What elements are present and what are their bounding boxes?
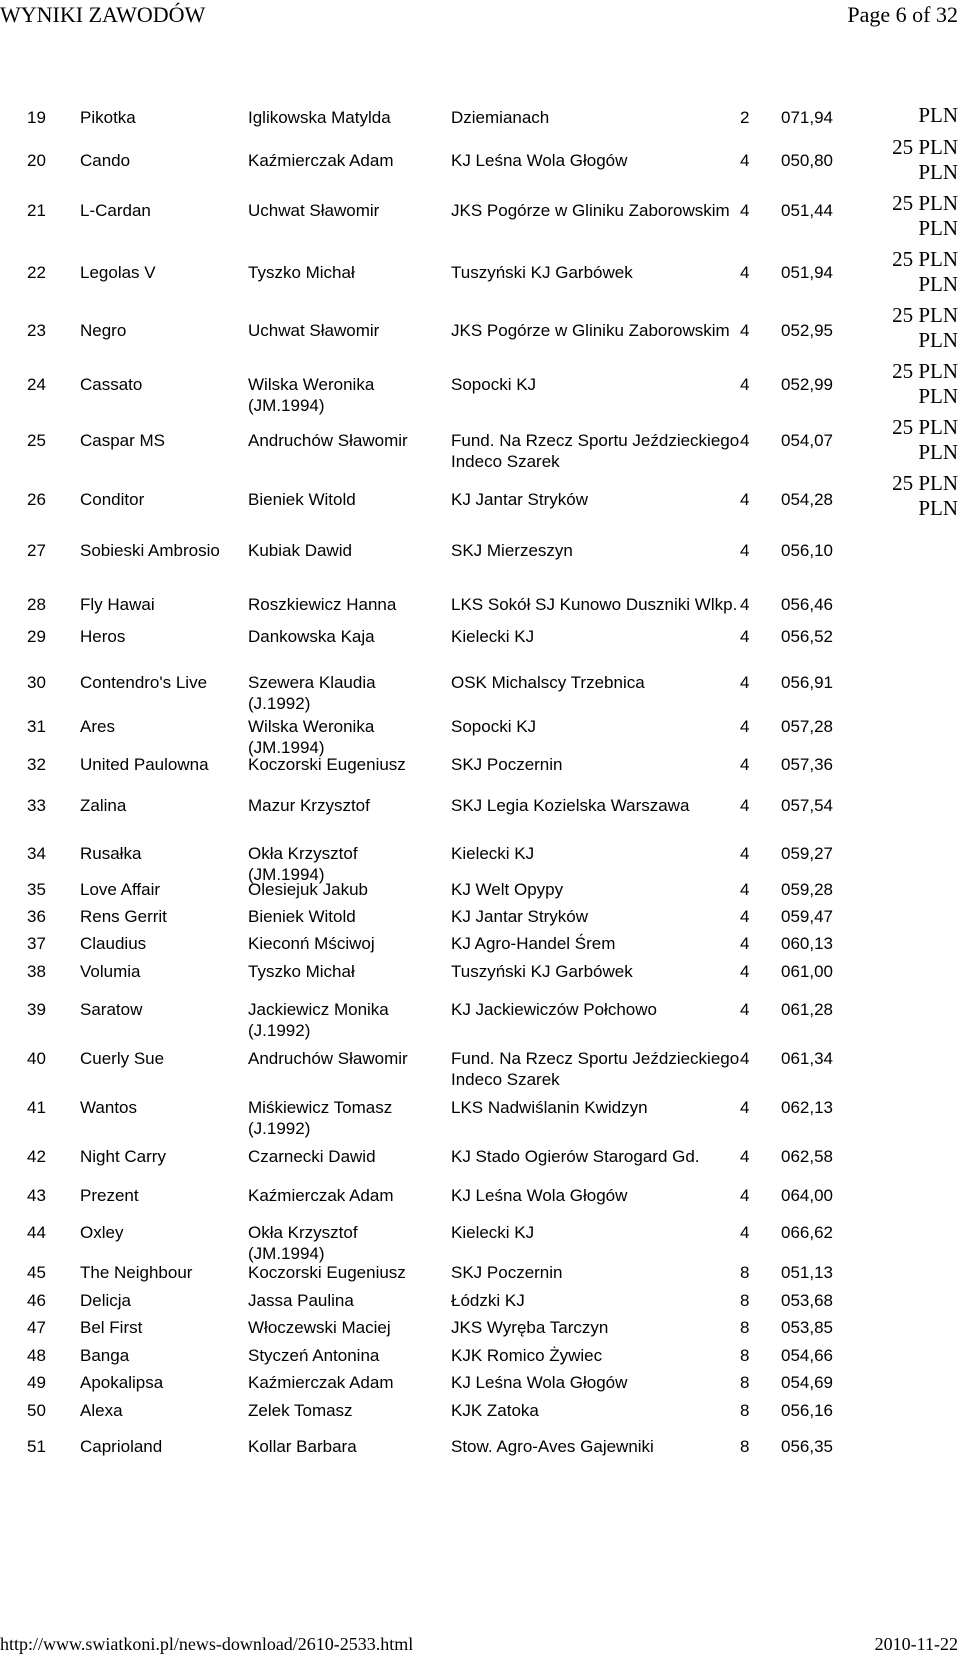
cell-rider: Andruchów Sławomir (248, 431, 408, 450)
cell-time: 057,54 (781, 796, 833, 815)
cell-rider: Jackiewicz Monika (J.1992) (248, 1000, 389, 1040)
cell-number: 32 (27, 755, 46, 774)
cell-time: 052,95 (781, 321, 833, 340)
prize-amount: 25 PLN (892, 415, 958, 439)
cell-rider: Okła Krzysztof (JM.1994) (248, 1223, 358, 1263)
cell-penalty: 8 (740, 1291, 750, 1310)
cell-rider: Dankowska Kaja (248, 627, 375, 646)
cell-club: Tuszyński KJ Garbówek (451, 962, 633, 981)
cell-horse: Caspar MS (80, 431, 166, 450)
cell-time: 052,99 (781, 375, 833, 394)
cell-horse: Bel First (80, 1318, 143, 1337)
cell-time: 061,34 (781, 1049, 833, 1068)
cell-penalty: 2 (740, 108, 750, 127)
cell-rider: Uchwat Sławomir (248, 321, 380, 340)
cell-time: 054,07 (781, 431, 833, 450)
prize-amount: PLN (918, 160, 958, 184)
cell-club: Tuszyński KJ Garbówek (451, 263, 633, 282)
cell-horse: Saratow (80, 1000, 143, 1019)
cell-time: 059,28 (781, 880, 833, 899)
cell-rider: Iglikowska Matylda (248, 108, 391, 127)
prize-amount: PLN (918, 272, 958, 296)
cell-number: 44 (27, 1223, 46, 1242)
cell-number: 27 (27, 541, 46, 560)
cell-penalty: 4 (740, 1000, 750, 1019)
cell-club: Fund. Na Rzecz Sportu Jeździeckiego Indeco Szarek (451, 431, 740, 471)
cell-number: 19 (27, 108, 46, 127)
prize-amount: 25 PLN (892, 471, 958, 495)
cell-club: Sopocki KJ (451, 375, 537, 394)
cell-club: KJ Welt Opypy (451, 880, 564, 899)
cell-time: 064,00 (781, 1186, 833, 1205)
cell-penalty: 4 (740, 673, 750, 692)
prize-amount: 25 PLN (892, 191, 958, 215)
cell-horse: Fly Hawai (80, 595, 155, 614)
cell-penalty: 4 (740, 934, 750, 953)
cell-penalty: 4 (740, 201, 750, 220)
cell-rider: Kieconń Mściwoj (248, 934, 375, 953)
cell-horse: Heros (80, 627, 126, 646)
cell-horse: Banga (80, 1346, 130, 1365)
prize-amount: PLN (918, 384, 958, 408)
cell-horse: Cando (80, 151, 131, 170)
cell-club: KJ Stado Ogierów Starogard Gd. (451, 1147, 700, 1166)
cell-rider: Okła Krzysztof (JM.1994) (248, 844, 358, 884)
cell-time: 062,58 (781, 1147, 833, 1166)
cell-rider: Tyszko Michał (248, 263, 355, 282)
cell-club: KJ Agro-Handel Śrem (451, 934, 616, 953)
cell-number: 51 (27, 1437, 46, 1456)
cell-number: 22 (27, 263, 46, 282)
cell-number: 49 (27, 1373, 46, 1392)
prize-amount: PLN (918, 103, 958, 127)
cell-club: LKS Nadwiślanin Kwidzyn (451, 1098, 648, 1117)
cell-penalty: 8 (740, 1263, 750, 1282)
cell-club: SKJ Mierzeszyn (451, 541, 573, 560)
cell-number: 26 (27, 490, 46, 509)
cell-club: KJ Leśna Wola Głogów (451, 1186, 628, 1205)
cell-penalty: 4 (740, 907, 750, 926)
cell-time: 059,47 (781, 907, 833, 926)
cell-penalty: 4 (740, 263, 750, 282)
cell-rider: Włoczewski Maciej (248, 1318, 391, 1337)
cell-rider: Szewera Klaudia (J.1992) (248, 673, 376, 713)
cell-club: KJ Jackiewiczów Połchowo (451, 1000, 657, 1019)
cell-horse: Cassato (80, 375, 143, 394)
cell-club: Fund. Na Rzecz Sportu Jeździeckiego Indeco Szarek (451, 1049, 740, 1089)
cell-club: KJ Jantar Stryków (451, 907, 588, 926)
cell-rider: Kubiak Dawid (248, 541, 352, 560)
cell-number: 37 (27, 934, 46, 953)
prize-amount: PLN (918, 440, 958, 464)
cell-penalty: 4 (740, 880, 750, 899)
cell-time: 061,28 (781, 1000, 833, 1019)
cell-rider: Mazur Krzysztof (248, 796, 370, 815)
prize-amount: 25 PLN (892, 359, 958, 383)
cell-penalty: 4 (740, 717, 750, 736)
cell-penalty: 4 (740, 627, 750, 646)
cell-number: 43 (27, 1186, 46, 1205)
cell-penalty: 4 (740, 541, 750, 560)
cell-penalty: 4 (740, 1223, 750, 1242)
prize-amount: 25 PLN (892, 303, 958, 327)
cell-horse: Legolas V (80, 263, 156, 282)
cell-horse: Alexa (80, 1401, 123, 1420)
page-indicator: Page 6 of 32 (847, 2, 958, 27)
cell-time: 057,28 (781, 717, 833, 736)
cell-number: 41 (27, 1098, 46, 1117)
cell-horse: Rens Gerrit (80, 907, 167, 926)
cell-time: 060,13 (781, 934, 833, 953)
cell-penalty: 4 (740, 1186, 750, 1205)
cell-horse: Pikotka (80, 108, 136, 127)
cell-penalty: 4 (740, 1147, 750, 1166)
cell-club: KJ Leśna Wola Głogów (451, 151, 628, 170)
cell-time: 059,27 (781, 844, 833, 863)
cell-club: Dziemianach (451, 108, 550, 127)
cell-horse: The Neighbour (80, 1263, 193, 1282)
cell-time: 056,91 (781, 673, 833, 692)
cell-time: 054,69 (781, 1373, 833, 1392)
cell-penalty: 4 (740, 321, 750, 340)
cell-club: Sopocki KJ (451, 717, 537, 736)
cell-number: 40 (27, 1049, 46, 1068)
cell-horse: Prezent (80, 1186, 139, 1205)
cell-rider: Kollar Barbara (248, 1437, 357, 1456)
cell-time: 062,13 (781, 1098, 833, 1117)
cell-horse: Volumia (80, 962, 141, 981)
cell-number: 21 (27, 201, 46, 220)
cell-number: 24 (27, 375, 46, 394)
prize-amount: PLN (918, 216, 958, 240)
cell-penalty: 4 (740, 796, 750, 815)
cell-time: 057,36 (781, 755, 833, 774)
cell-rider: Kaźmierczak Adam (248, 151, 394, 170)
cell-number: 28 (27, 595, 46, 614)
cell-club: Stow. Agro-Aves Gajewniki (451, 1437, 654, 1456)
cell-horse: Claudius (80, 934, 147, 953)
cell-penalty: 4 (740, 755, 750, 774)
cell-rider: Bieniek Witold (248, 907, 356, 926)
cell-number: 33 (27, 796, 46, 815)
cell-club: Kielecki KJ (451, 1223, 535, 1242)
cell-club: Łódzki KJ (451, 1291, 525, 1310)
cell-time: 051,44 (781, 201, 833, 220)
cell-rider: Kaźmierczak Adam (248, 1186, 394, 1205)
cell-number: 36 (27, 907, 46, 926)
cell-club: KJ Leśna Wola Głogów (451, 1373, 628, 1392)
cell-club: SKJ Poczernin (451, 755, 563, 774)
cell-number: 47 (27, 1318, 46, 1337)
cell-penalty: 4 (740, 844, 750, 863)
cell-club: SKJ Poczernin (451, 1263, 563, 1282)
cell-horse: Night Carry (80, 1147, 166, 1166)
cell-rider: Wilska Weronika (JM.1994) (248, 717, 375, 757)
cell-time: 054,28 (781, 490, 833, 509)
cell-club: KJK Romico Żywiec (451, 1346, 603, 1365)
cell-horse: Conditor (80, 490, 145, 509)
prize-amount: 25 PLN (892, 247, 958, 271)
cell-number: 45 (27, 1263, 46, 1282)
cell-rider: Uchwat Sławomir (248, 201, 380, 220)
cell-horse: United Paulowna (80, 755, 209, 774)
cell-time: 056,52 (781, 627, 833, 646)
cell-penalty: 4 (740, 1049, 750, 1068)
cell-club: OSK Michalscy Trzebnica (451, 673, 645, 692)
cell-rider: Kaźmierczak Adam (248, 1373, 394, 1392)
cell-penalty: 8 (740, 1437, 750, 1456)
cell-rider: Miśkiewicz Tomasz (J.1992) (248, 1098, 393, 1138)
cell-time: 050,80 (781, 151, 833, 170)
cell-horse: Cuerly Sue (80, 1049, 165, 1068)
cell-club: SKJ Legia Kozielska Warszawa (451, 796, 690, 815)
cell-penalty: 4 (740, 375, 750, 394)
cell-horse: Wantos (80, 1098, 138, 1117)
cell-horse: Delicja (80, 1291, 132, 1310)
cell-time: 053,68 (781, 1291, 833, 1310)
cell-time: 056,10 (781, 541, 833, 560)
cell-time: 054,66 (781, 1346, 833, 1365)
cell-horse: Negro (80, 321, 127, 340)
cell-penalty: 4 (740, 490, 750, 509)
cell-penalty: 8 (740, 1401, 750, 1420)
cell-horse: Rusałka (80, 844, 142, 863)
cell-horse: Caprioland (80, 1437, 163, 1456)
cell-time: 051,94 (781, 263, 833, 282)
cell-number: 35 (27, 880, 46, 899)
cell-rider: Koczorski Eugeniusz (248, 1263, 406, 1282)
prize-column (870, 0, 960, 560)
cell-rider: Czarnecki Dawid (248, 1147, 376, 1166)
source-url: http://www.swiatkoni.pl/news-download/2610-2533.html (0, 1634, 414, 1654)
cell-horse: Sobieski Ambrosio (80, 541, 220, 560)
cell-penalty: 8 (740, 1346, 750, 1365)
cell-rider: Olesiejuk Jakub (248, 880, 369, 899)
cell-number: 39 (27, 1000, 46, 1019)
prize-amount: 25 PLN (892, 135, 958, 159)
cell-horse: Love Affair (80, 880, 161, 899)
cell-club: JKS Wyręba Tarczyn (451, 1318, 609, 1337)
cell-number: 20 (27, 151, 46, 170)
prize-amount: PLN (918, 328, 958, 352)
cell-club: Kielecki KJ (451, 627, 535, 646)
cell-club: KJ Jantar Stryków (451, 490, 588, 509)
cell-penalty: 4 (740, 1098, 750, 1117)
cell-time: 061,00 (781, 962, 833, 981)
cell-horse: Ares (80, 717, 115, 736)
cell-horse: Apokalipsa (80, 1373, 164, 1392)
cell-time: 056,46 (781, 595, 833, 614)
cell-number: 25 (27, 431, 46, 450)
cell-number: 29 (27, 627, 46, 646)
cell-club: Kielecki KJ (451, 844, 535, 863)
cell-time: 056,16 (781, 1401, 833, 1420)
cell-number: 23 (27, 321, 46, 340)
cell-horse: Zalina (80, 796, 127, 815)
cell-number: 46 (27, 1291, 46, 1310)
cell-rider: Zelek Tomasz (248, 1401, 353, 1420)
cell-penalty: 8 (740, 1318, 750, 1337)
cell-time: 066,62 (781, 1223, 833, 1242)
prize-amount: PLN (918, 496, 958, 520)
print-date: 2010-11-22 (874, 1634, 958, 1654)
cell-number: 34 (27, 844, 46, 863)
cell-club: JKS Pogórze w Gliniku Zaborowskim (451, 321, 730, 340)
cell-number: 30 (27, 673, 46, 692)
document-title: WYNIKI ZAWODÓW (0, 2, 206, 27)
cell-rider: Roszkiewicz Hanna (248, 595, 397, 614)
cell-rider: Tyszko Michał (248, 962, 355, 981)
cell-penalty: 4 (740, 962, 750, 981)
cell-rider: Andruchów Sławomir (248, 1049, 408, 1068)
cell-club: KJK Zatoka (451, 1401, 539, 1420)
cell-rider: Styczeń Antonina (248, 1346, 380, 1365)
cell-rider: Wilska Weronika (JM.1994) (248, 375, 375, 415)
cell-time: 056,35 (781, 1437, 833, 1456)
cell-number: 31 (27, 717, 46, 736)
cell-rider: Jassa Paulina (248, 1291, 354, 1310)
cell-club: LKS Sokół SJ Kunowo Duszniki Wlkp. (451, 595, 738, 614)
cell-time: 053,85 (781, 1318, 833, 1337)
cell-horse: Contendro's Live (80, 673, 208, 692)
cell-time: 051,13 (781, 1263, 833, 1282)
cell-penalty: 8 (740, 1373, 750, 1392)
cell-rider: Koczorski Eugeniusz (248, 755, 406, 774)
cell-number: 42 (27, 1147, 46, 1166)
cell-horse: L-Cardan (80, 201, 151, 220)
cell-number: 50 (27, 1401, 46, 1420)
cell-penalty: 4 (740, 151, 750, 170)
cell-time: 071,94 (781, 108, 833, 127)
cell-club: JKS Pogórze w Gliniku Zaborowskim (451, 201, 730, 220)
cell-number: 38 (27, 962, 46, 981)
cell-penalty: 4 (740, 595, 750, 614)
cell-horse: Oxley (80, 1223, 124, 1242)
cell-rider: Bieniek Witold (248, 490, 356, 509)
cell-penalty: 4 (740, 431, 750, 450)
cell-number: 48 (27, 1346, 46, 1365)
